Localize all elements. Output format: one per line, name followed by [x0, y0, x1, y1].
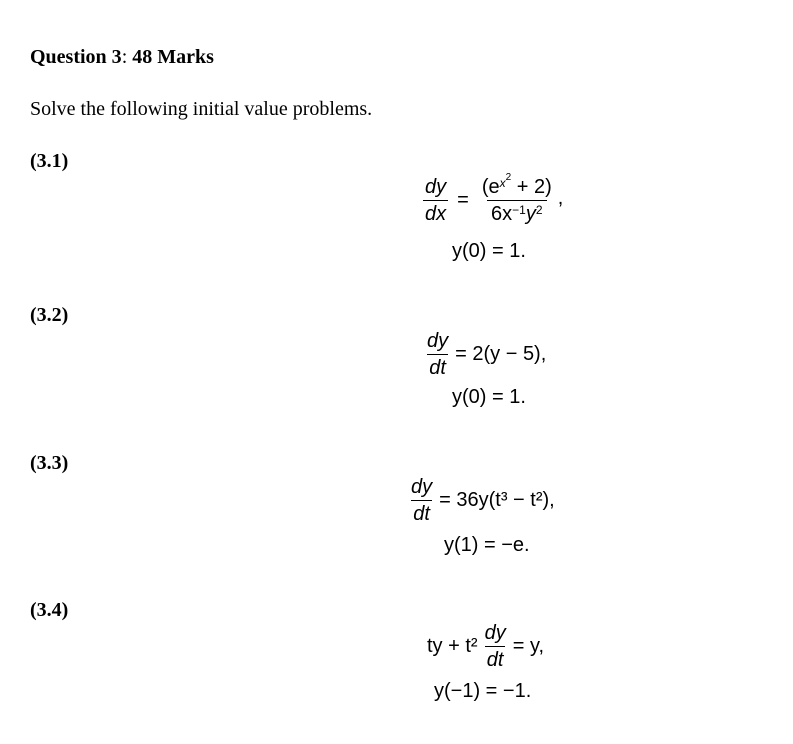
dy-text: dy — [484, 622, 506, 644]
ode-3-2 — [420, 330, 546, 379]
initial-condition-3-2: y(0) = 1. — [452, 386, 526, 408]
ode-3-1 — [418, 172, 564, 225]
derivative-dy-dt — [409, 476, 434, 525]
dt-text: dt — [413, 503, 430, 525]
dt-text: dt — [486, 649, 504, 671]
derivative-dy-dx — [423, 176, 448, 225]
problem-label-3-4: (3.4) — [30, 599, 69, 621]
heading-separator: : — [121, 46, 128, 68]
initial-condition-3-3: y(1) = −e. — [444, 534, 530, 556]
dy-text: dy — [411, 476, 433, 498]
rhs-denominator: $6x^{-1}y^2$ — [487, 200, 547, 225]
dt-text: dt — [429, 357, 446, 379]
question-heading — [30, 44, 214, 70]
initial-condition-3-4: y(−1) = −1. — [434, 680, 532, 702]
problem-label-3-3: (3.3) — [30, 452, 69, 474]
equals-sign: = — [457, 189, 469, 211]
derivative-dy-dt — [425, 330, 450, 379]
ode-3-3 — [404, 476, 555, 525]
dy-text: dy — [425, 176, 447, 198]
dy-text: dy — [427, 330, 449, 352]
derivative-dy-dt — [483, 622, 508, 671]
rhs-expression: = 36y(t³ − t²), — [439, 489, 555, 511]
initial-condition-3-1: y(0) = 1. — [452, 240, 526, 262]
ode-3-4 — [427, 622, 544, 671]
problem-label-3-2: (3.2) — [30, 304, 69, 326]
instructions-text: Solve the following initial value problems. — [30, 98, 373, 120]
question-number: Question 3 — [30, 46, 122, 68]
problem-label-3-1: (3.1) — [30, 150, 69, 172]
dx-text: dx — [425, 203, 447, 225]
trailing-comma: , — [557, 187, 564, 209]
rhs-expression: = 2(y − 5), — [455, 343, 547, 365]
rhs-expression: = y, — [512, 635, 545, 657]
rhs-numerator: $(e^{x^2} + 2)$ — [481, 172, 552, 198]
lhs-expression: ty + t² — [427, 635, 478, 657]
rhs-fraction — [478, 172, 556, 225]
question-marks: 48 Marks — [132, 46, 214, 68]
